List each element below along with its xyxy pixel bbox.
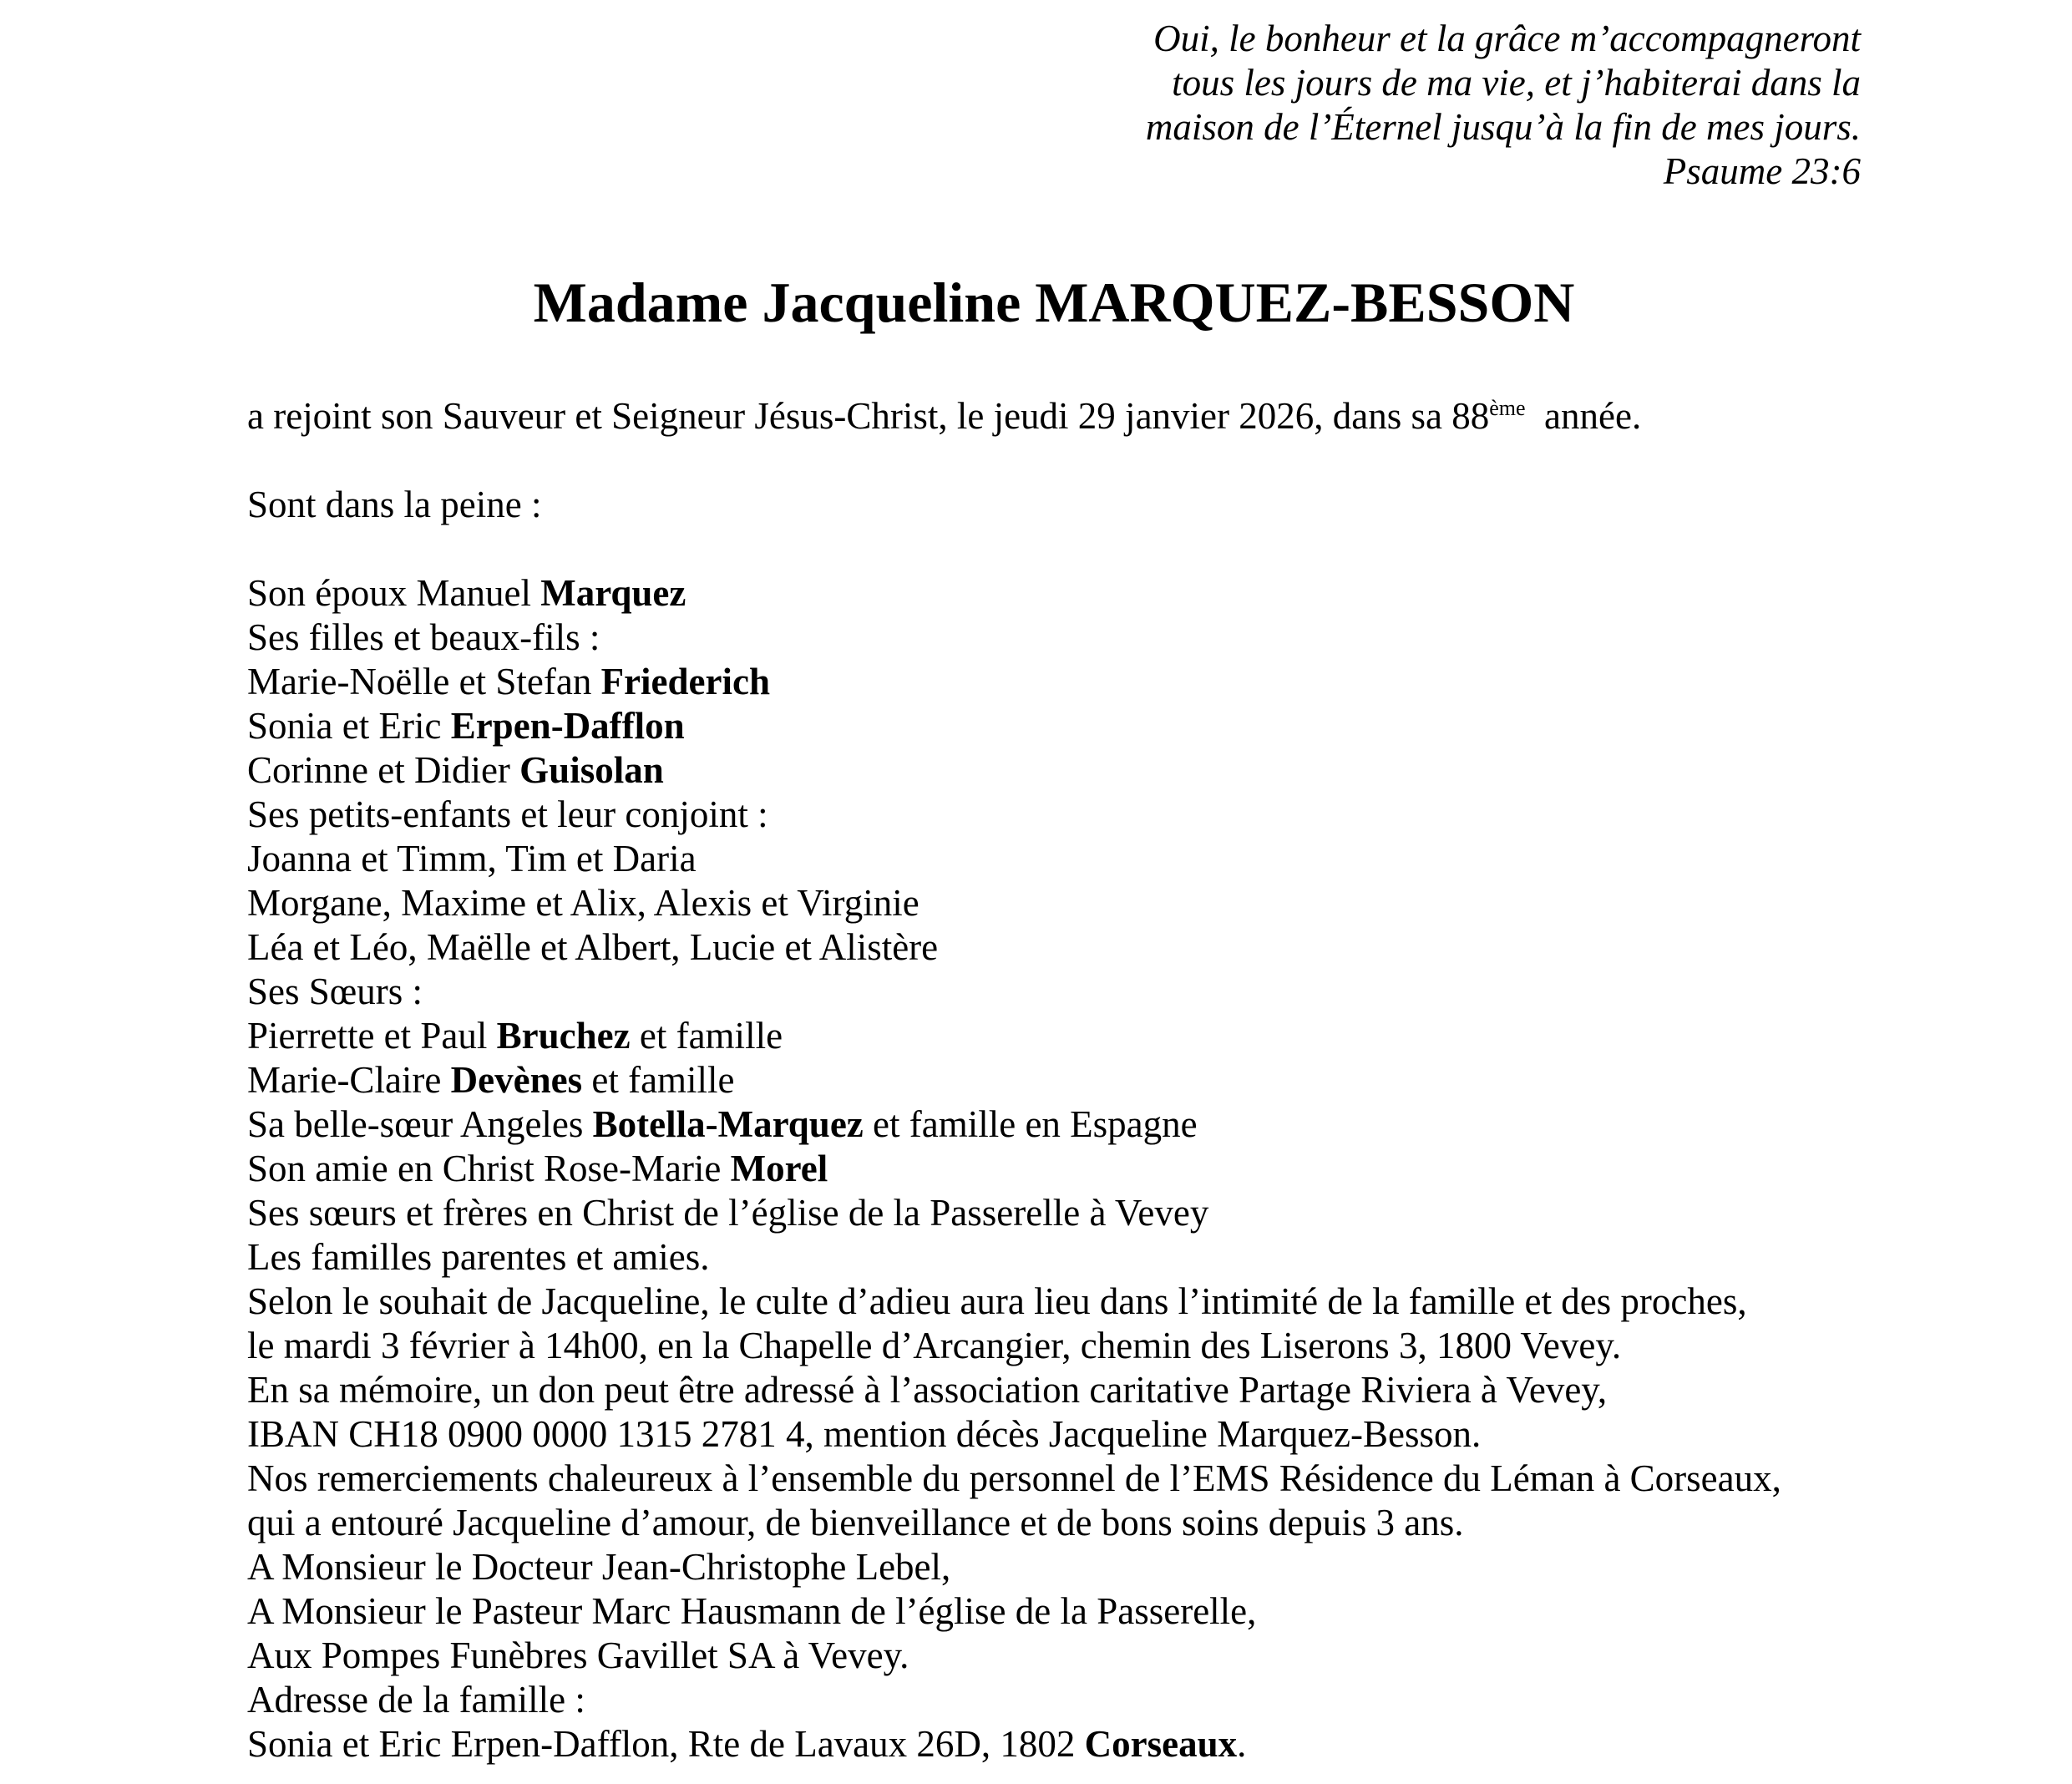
family-name-bold: Guisolan xyxy=(519,749,664,791)
body-line xyxy=(247,704,1861,748)
body-text: Son amie en Christ Rose-Marie xyxy=(247,1148,731,1189)
body-text: qui a entouré Jacqueline d’amour, de bienveillance et de bons soins depuis 3 ans. xyxy=(247,1502,1464,1543)
body-line xyxy=(247,1102,1861,1147)
body-line xyxy=(247,793,1861,837)
body-text: Joanna et Timm, Tim et Daria xyxy=(247,838,697,879)
epigraph xyxy=(247,17,1861,194)
body-line xyxy=(247,1235,1861,1280)
family-name-bold: Morel xyxy=(730,1148,828,1189)
body-line xyxy=(247,881,1861,925)
body-text: A Monsieur le Pasteur Marc Hausmann de l’église de la Passerelle, xyxy=(247,1590,1257,1632)
body-text: et famille xyxy=(582,1059,735,1101)
body-text: Corinne et Didier xyxy=(247,749,520,791)
family-name-bold: Bruchez xyxy=(496,1015,631,1057)
body-line xyxy=(247,970,1861,1014)
body-text: Ses filles et beaux-fils : xyxy=(247,616,600,658)
family-name-bold: Botella-Marquez xyxy=(592,1103,864,1145)
body-line xyxy=(247,1457,1861,1501)
body-line xyxy=(247,1589,1861,1634)
section-heading: Sont dans la peine : xyxy=(247,484,542,525)
epigraph-attribution: Psaume 23:6 xyxy=(1663,150,1861,192)
body-line xyxy=(247,925,1861,970)
body-text: Son époux Manuel xyxy=(247,572,541,614)
body-line xyxy=(247,1412,1861,1457)
body-text: Selon le souhait de Jacqueline, le culte d’adieu aura lieu dans l’intimité de la famille et des proches, xyxy=(247,1280,1747,1322)
body-text: En sa mémoire, un don peut être adressé à l’association caritative Partage Riviera à Vevey, xyxy=(247,1369,1608,1411)
deceased-name-title: Madame Jacqueline MARQUEZ-BESSON xyxy=(533,271,1575,334)
body-line xyxy=(247,1014,1861,1058)
family-name-bold: Devènes xyxy=(450,1059,583,1101)
body-line xyxy=(247,660,1861,704)
intro-text-after: année. xyxy=(1525,395,1642,437)
body-line xyxy=(247,1368,1861,1412)
intro-text-before: a rejoint son Sauveur et Seigneur Jésus-Christ, le jeudi 29 janvier 2026, dans sa 88 xyxy=(247,395,1490,437)
body-text: Ses Sœurs : xyxy=(247,971,423,1012)
body-text: Sonia et Eric Erpen-Dafflon, Rte de Lavaux 26D, 1802 xyxy=(247,1723,1085,1765)
body-text: IBAN CH18 0900 0000 1315 2781 4, mention décès Jacqueline Marquez-Besson. xyxy=(247,1413,1482,1455)
body-text: et famille en Espagne xyxy=(863,1103,1198,1145)
body-line xyxy=(247,1191,1861,1235)
body-line xyxy=(247,1147,1861,1191)
body-text: Ses sœurs et frères en Christ de l’église de la Passerelle à Vevey xyxy=(247,1192,1209,1234)
ordinal-superscript: ème xyxy=(1489,396,1526,420)
body-text: le mardi 3 février à 14h00, en la Chapelle d’Arcangier, chemin des Liserons 3, 1800 Vevey. xyxy=(247,1325,1622,1366)
body-line xyxy=(247,1722,1861,1766)
body-text: Nos remerciements chaleureux à l’ensemble du personnel de l’EMS Résidence du Léman à Corseaux, xyxy=(247,1457,1781,1499)
family-name-bold: Marquez xyxy=(540,572,686,614)
body-text: Morgane, Maxime et Alix, Alexis et Virginie xyxy=(247,882,919,924)
body-line xyxy=(247,1324,1861,1368)
family-name-bold: Friederich xyxy=(600,661,770,702)
body-line xyxy=(247,1678,1861,1722)
body-text: Léa et Léo, Maëlle et Albert, Lucie et Alistère xyxy=(247,926,939,968)
body-text: Marie-Noëlle et Stefan xyxy=(247,661,601,702)
body-text: Aux Pompes Funèbres Gavillet SA à Vevey. xyxy=(247,1634,909,1676)
family-name-bold: Erpen-Dafflon xyxy=(450,705,685,747)
body-text: Sonia et Eric xyxy=(247,705,451,747)
family-and-details-list xyxy=(247,571,1861,1766)
body-line xyxy=(247,748,1861,793)
body-line xyxy=(247,616,1861,660)
epigraph-line: Oui, le bonheur et la grâce m’accompagneront xyxy=(1153,18,1861,59)
body-line xyxy=(247,1058,1861,1102)
body-line xyxy=(247,1545,1861,1589)
body-text: Pierrette et Paul xyxy=(247,1015,497,1057)
epigraph-line: maison de l’Éternel jusqu’à la fin de mes jours. xyxy=(1145,106,1861,148)
body-text: Sa belle-sœur Angeles xyxy=(247,1103,593,1145)
body-text: Adresse de la famille : xyxy=(247,1679,585,1721)
body-text: et famille xyxy=(630,1015,783,1057)
body-text: Marie-Claire xyxy=(247,1059,451,1101)
body-line xyxy=(247,571,1861,616)
body-text: Ses petits-enfants et leur conjoint : xyxy=(247,793,768,835)
body-text: Les familles parentes et amies. xyxy=(247,1236,710,1278)
body-line xyxy=(247,837,1861,881)
epigraph-line: tous les jours de ma vie, et j’habiterai dans la xyxy=(1172,62,1861,104)
body-line xyxy=(247,1634,1861,1678)
body-line xyxy=(247,1280,1861,1324)
family-name-bold: Corseaux xyxy=(1084,1723,1238,1765)
intro-line xyxy=(247,394,1861,438)
body-line xyxy=(247,1501,1861,1545)
body-text: A Monsieur le Docteur Jean-Christophe Lebel, xyxy=(247,1546,951,1588)
body-text: . xyxy=(1237,1723,1247,1765)
